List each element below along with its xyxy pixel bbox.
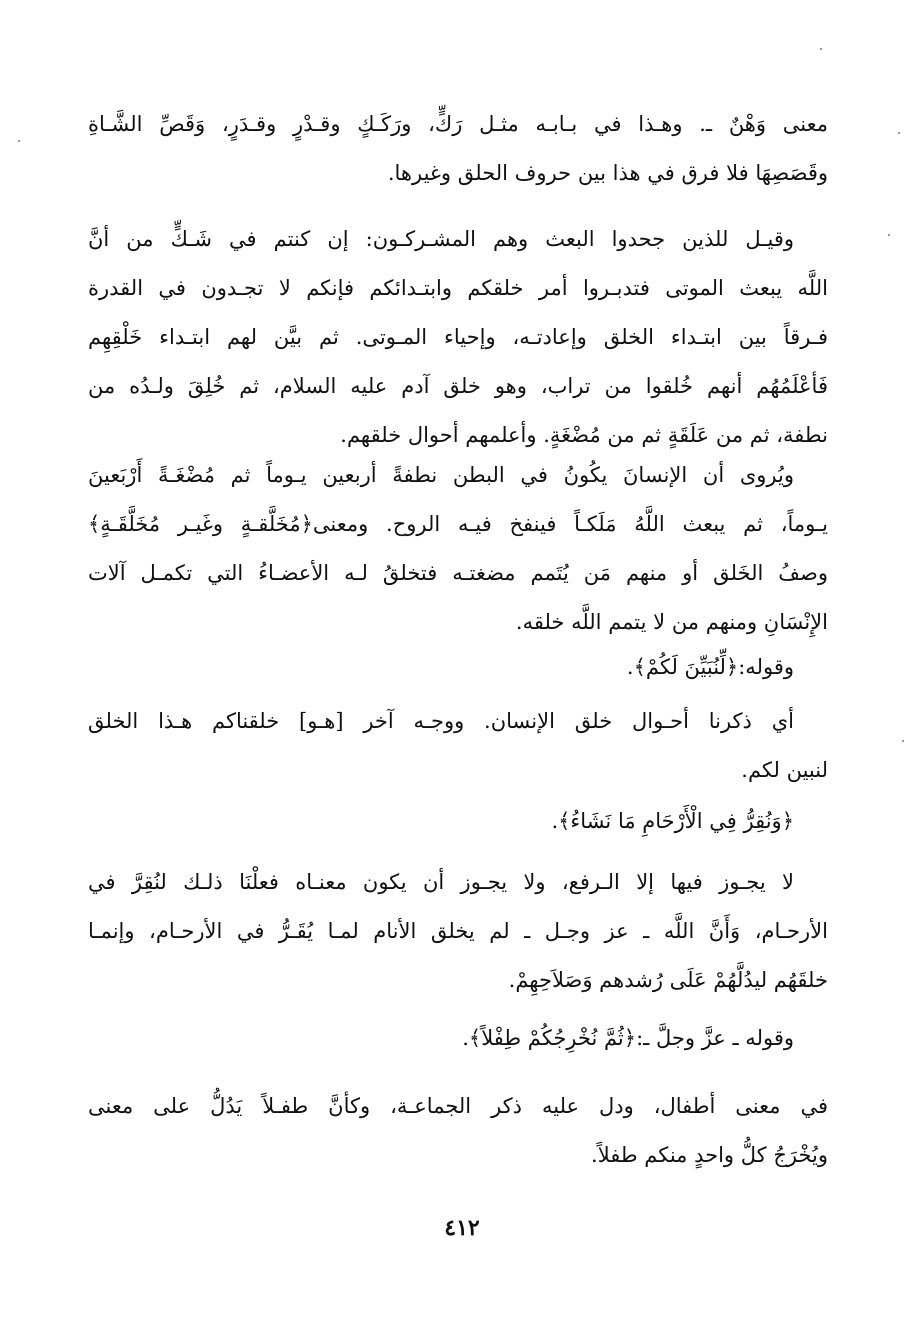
text-line: وقَصَصِهَا فلا فرق في هذا بين حروف الحلق وغيرها. [387,161,828,185]
text-line: خلقَهُم ليدُلَّهُمْ عَلَى رُشدهم وَصَلاَحِهِمْ. [508,968,828,992]
scan-speck [902,740,904,742]
text-line: الإِنْسَانِ ومنهم من لا يتمم اللَّه خلقه. [515,610,828,634]
text-line: لنبين لكم. [741,758,828,782]
text-line: نطفة، ثم من عَلَقَةٍ ثم من مُضْغَةٍ. وأعلمهم أحوال خلقهم. [340,423,828,447]
text-line: الأرحـام، وَأَنَّ اللَّه ـ عز وجـل ـ لم يخلق الأنام لمـا يُقَـرُّ في الأرحـام، وإنمـا [88,919,828,943]
text-line: فَأعْلَمُهُم أنهم خُلقوا من تراب، وهو خلق آدم عليه السلام، ثم خُلِقَ ولـدُه من [88,374,828,398]
paragraph-6 [88,797,828,846]
text-line: في معنى أطفال، ودل عليه ذكر الجماعـة، وكأنَّ طفـلاً يَدُلُّ على معنى [88,1094,828,1118]
paragraph-3 [88,451,828,647]
paragraph-8 [88,1014,828,1063]
text-line: وقوله:﴿لِّنُبَيِّنَ لَكُمْ﴾. [626,655,794,679]
paragraph-9 [88,1082,828,1180]
text-line: أي ذكرنا أحـوال خلق الإنسان. ووجـه آخر [هـو] خلقناكم هـذا الخلق [88,709,794,733]
scan-speck [18,140,20,142]
text-line: وقوله ـ عزَّ وجلَّ ـ:﴿ثُمَّ نُخْرِجُكُمْ طِفْلاً﴾. [462,1026,794,1050]
text-line: اللَّه يبعث الموتى فتدبـروا أمر خلقكم وابتـدائكم فإنكم لا تجـدون في القدرة [88,276,828,300]
text-line: ﴿وَنُقِرُّ فِي الْأَرْحَامِ مَا نَشَاءُ﴾. [551,809,794,833]
paragraph-2 [88,215,828,460]
text-line: معنى وَهْنٌ ـ. وهـذا في بـابـه مثـل رَكٍّ، ورَكَـكٍ وقـدْرٍ وقـدَرٍ، وَقَصِّ الشَّـاةِ [88,112,828,136]
paragraph-1 [88,100,828,198]
text-line: يـوماً، ثم يبعث اللَّهُ مَلَكـاً فينفخ فيـه الروح. ومعنى﴿مُخَلَّقـةٍ وغَيـر مُخَلَّقَـةٍ﴾ [88,512,828,536]
scan-speck [898,132,900,134]
paragraph-5 [88,697,828,795]
page-number: ٤١٢ [444,1215,480,1241]
paragraph-7 [88,858,828,1005]
scan-speck [888,234,890,236]
text-line: فـرقاً بين ابتـداء الخلق وإعادتـه، وإحياء المـوتى. ثم بيَّن لهم ابتـداء خَلْقِهِم [88,325,828,349]
text-line: وقيـل للذين جحدوا البعث وهم المشـركـون: إن كنتم في شَـكٍّ من أنَّ [88,227,794,251]
text-line: لا يجـوز فيها إلا الـرفع، ولا يجـوز أن يكون معنـاه فعلْنَا ذلـك لنُقِرَّ في [88,870,794,894]
text-line: وصفُ الخَلق أو منهم مَن يُتَمم مضغتـه فتخلقُ لـه الأعضـاءُ التي تكمـل آلات [88,561,828,585]
text-line: ويُخْرَجُ كلُّ واحدٍ منكم طفلاً. [591,1143,828,1167]
scan-speck [820,48,822,50]
paragraph-4 [88,643,828,692]
text-line: ويُروى أن الإنسانَ يكُونُ في البطن نطفةً أربعين يـوماً ثم مُضْغَـةً أَرْبَعينَ [88,463,794,487]
